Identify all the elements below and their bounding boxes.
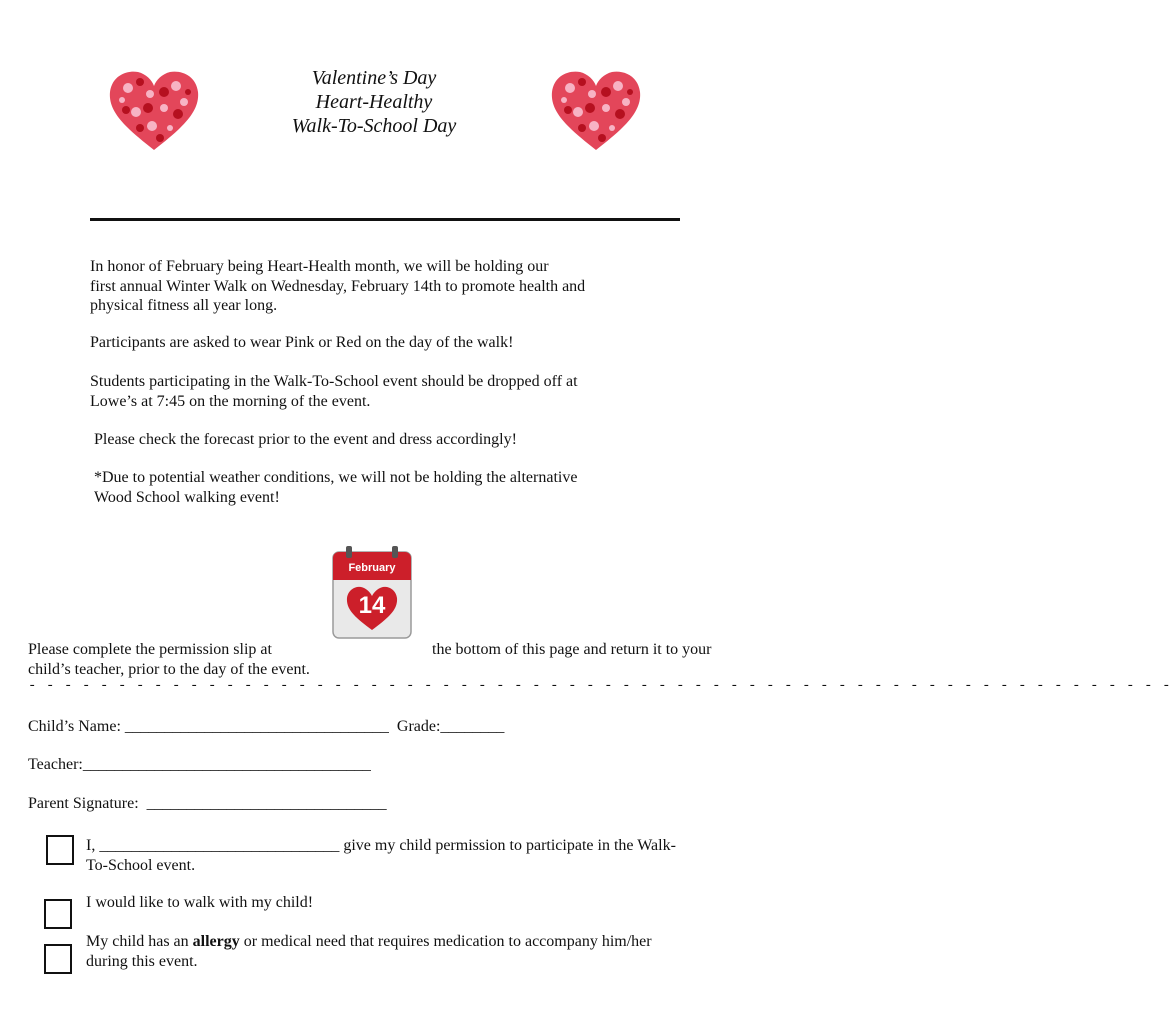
intro-line-3: physical fitness all year long.	[90, 297, 278, 314]
allergy-checkbox[interactable]	[44, 944, 72, 974]
cut-line: - - - - - - - - - - - - - - - - - - - - - - - - - - - - - - - - - - - - - - - - - - - - - - - - - - - - - - - - - - - - - - - -	[28, 678, 1171, 694]
weather-note-paragraph	[94, 468, 694, 507]
allergy-bold: allergy	[192, 933, 240, 950]
forecast-paragraph	[94, 430, 694, 450]
walk-with-child-option	[86, 893, 736, 913]
permission-line-2: To-School event.	[86, 856, 196, 874]
title-divider	[90, 218, 680, 221]
intro-paragraph	[90, 257, 690, 316]
slip-instruction-line-1: Please complete the permission slip at	[28, 641, 272, 658]
dress-code-paragraph	[90, 333, 690, 353]
slip-instruction-left	[28, 640, 310, 679]
title-line-2: Heart-Healthy	[315, 91, 433, 113]
dress-code-text: Participants are asked to wear Pink or Red on the day of the walk!	[90, 334, 514, 351]
walk-with-child-checkbox[interactable]	[44, 899, 72, 929]
permission-line-1: I, ______________________________ give my child permission to participate in the Walk-	[86, 837, 676, 854]
heart-collage-right	[548, 68, 644, 154]
parent-signature-field[interactable]: Parent Signature: ______________________________	[28, 795, 387, 812]
calendar-day: 14	[358, 592, 386, 619]
intro-line-2: first annual Winter Walk on Wednesday, February 14th to promote health and	[90, 277, 586, 295]
dropoff-line-1: Students participating in the Walk-To-School event should be dropped off at	[90, 373, 578, 390]
child-name-field[interactable]: Child’s Name: _________________________________ Grade:________	[28, 718, 505, 735]
weather-note-line-1: *Due to potential weather conditions, we will not be holding the alternative	[94, 469, 578, 486]
allergy-pre: My child has an	[86, 933, 193, 950]
dropoff-paragraph	[90, 372, 690, 411]
slip-instruction-right: the bottom of this page and return it to your	[432, 641, 712, 658]
slip-instruction-line-2: child’s teacher, prior to the day of the event.	[28, 660, 310, 678]
calendar-icon	[330, 546, 414, 640]
calendar-month: February	[348, 562, 396, 574]
page-title	[200, 66, 548, 138]
title-line-3: Walk-To-School Day	[291, 115, 457, 137]
permission-option	[86, 836, 736, 875]
forecast-text: Please check the forecast prior to the event and dress accordingly!	[94, 431, 517, 448]
allergy-line-2: during this event.	[86, 952, 198, 970]
heart-collage-left	[106, 68, 202, 154]
allergy-option	[86, 932, 736, 971]
walk-with-child-text: I would like to walk with my child!	[86, 894, 314, 911]
title-line-1: Valentine’s Day	[311, 67, 437, 89]
allergy-line-1	[86, 932, 736, 952]
intro-line-1: In honor of February being Heart-Health month, we will be holding our	[90, 258, 549, 275]
permission-checkbox[interactable]	[46, 835, 74, 865]
dropoff-line-2: Lowe’s at 7:45 on the morning of the event.	[90, 392, 371, 410]
teacher-field[interactable]: Teacher:____________________________________	[28, 756, 371, 773]
weather-note-line-2: Wood School walking event!	[94, 488, 280, 506]
allergy-post: or medical need that requires medication to accompany him/her	[239, 933, 652, 950]
